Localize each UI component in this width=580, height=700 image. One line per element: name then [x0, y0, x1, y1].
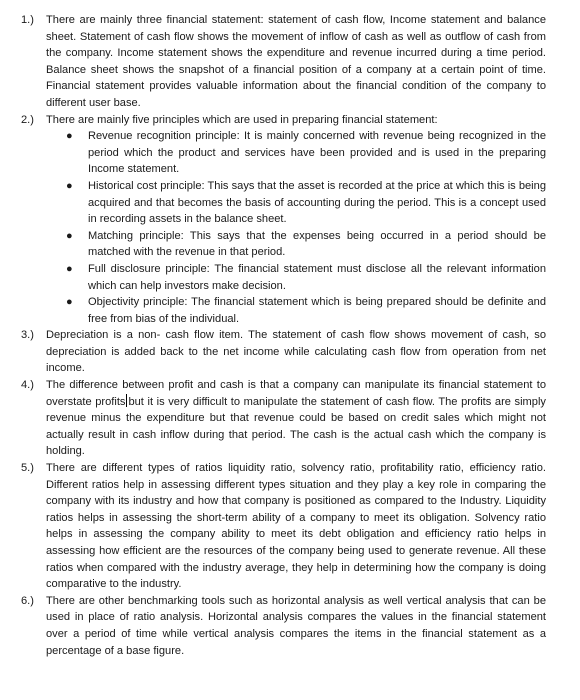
item-number: 3.) [21, 329, 34, 342]
list-item-2 [0, 112, 580, 328]
bullet-item-full-disclosure [46, 261, 546, 294]
bullet-icon: ● [66, 229, 73, 242]
item-number: 2.) [21, 113, 34, 126]
item-text: There are different types of ratios liquidity ratio, solvency ratio, profitability ratio, efficiency ratio. Different ratios help in assessing different types situation and they play a key role in comparing the company with its industry and how that company is positioned as compared to the Industry. Liquidity ratios helps in assessing the short-term ability of a company to meet its obligation. Solvency ratio helps in assessing the company ability to meet its debt obligation and efficiency ratio helps in assessing how efficient are the resources of the company being used to generate revenue. All these ratios when compared with the industry average, they help in determining how the company is doing comparative to the industry. [46, 462, 546, 591]
bullet-icon: ● [66, 296, 73, 309]
bullet-item-revenue-recognition [46, 128, 546, 178]
bullet-text: Historical cost principle: This says that the asset is recorded at the price at which this is being acquired and that becomes the basis of accounting during the period. This is a concept used in recording assets in the balance sheet. [88, 179, 546, 226]
item-text-before-cursor: The difference between profit and cash is that a company can manipulate its financial statement to overstate profits [46, 379, 546, 408]
item-number: 4.) [21, 379, 34, 392]
bullet-text: Full disclosure principle: The financial statement must disclose all the relevant information which can help investors make decision. [88, 262, 546, 292]
bullet-text: Revenue recognition principle: It is mainly concerned with revenue being recognized in the period which the product and services have been provided and is used in the preparing Income statement. [88, 130, 546, 176]
bullet-text: Matching principle: This says that the expenses being occurred in a period should be matched with the revenue in that period. [88, 229, 546, 259]
item-text: There are other benchmarking tools such as horizontal analysis as well vertical analysis that can be used in place of ratio analysis. Horizontal analysis compares the values in the financial statement over a period of time while vertical analysis compares the items in the financial statement as a percentage of a base figure. [46, 594, 546, 657]
item-number: 1.) [21, 14, 34, 26]
document-body [0, 12, 580, 659]
bullet-text: Objectivity principle: The financial statement which is being prepared should be definite and free from bias of the individual. [88, 296, 546, 325]
list-item-4 [0, 377, 580, 460]
item-text-after-cursor: but it is very difficult to manipulate the statement of cash flow. The profits are simply revenue minus the expenditure but that revenue could be based on credit sales which might not actually result in cash inflow during that period. The cash is the actual cash which the company is holding. [46, 395, 546, 458]
item-text: There are mainly three financial statement: statement of cash flow, Income statement and balance sheet. Statement of cash flow shows the movement of inflow of cash as well as outflow of cash from the company. Income statement shows the expenditure and revenue incurred during a time period. Balance sheet shows the snapshot of a financial position of a company at a certain point of time. Financial statement provides valuable information about the financial condition of the company to different user base. [46, 14, 546, 109]
list-item-5 [0, 460, 580, 593]
item-text: There are mainly five principles which are used in preparing financial statement: [46, 113, 438, 126]
list-item-3 [0, 327, 580, 377]
bullet-item-historical-cost [46, 178, 546, 228]
item-number: 5.) [21, 462, 34, 475]
item-text: Depreciation is a non- cash flow item. The statement of cash flow shows movement of cash, so depreciation is added back to the net income while calculating cash flow from operation from net income. [46, 329, 546, 375]
bullet-icon: ● [66, 262, 73, 275]
list-item-1 [0, 12, 580, 112]
bullet-icon: ● [66, 130, 73, 143]
list-item-6 [0, 593, 580, 659]
bullet-icon: ● [66, 179, 73, 192]
principles-list [46, 128, 546, 327]
bullet-item-matching [46, 228, 546, 261]
item-number: 6.) [21, 594, 34, 607]
bullet-item-objectivity [46, 294, 546, 327]
